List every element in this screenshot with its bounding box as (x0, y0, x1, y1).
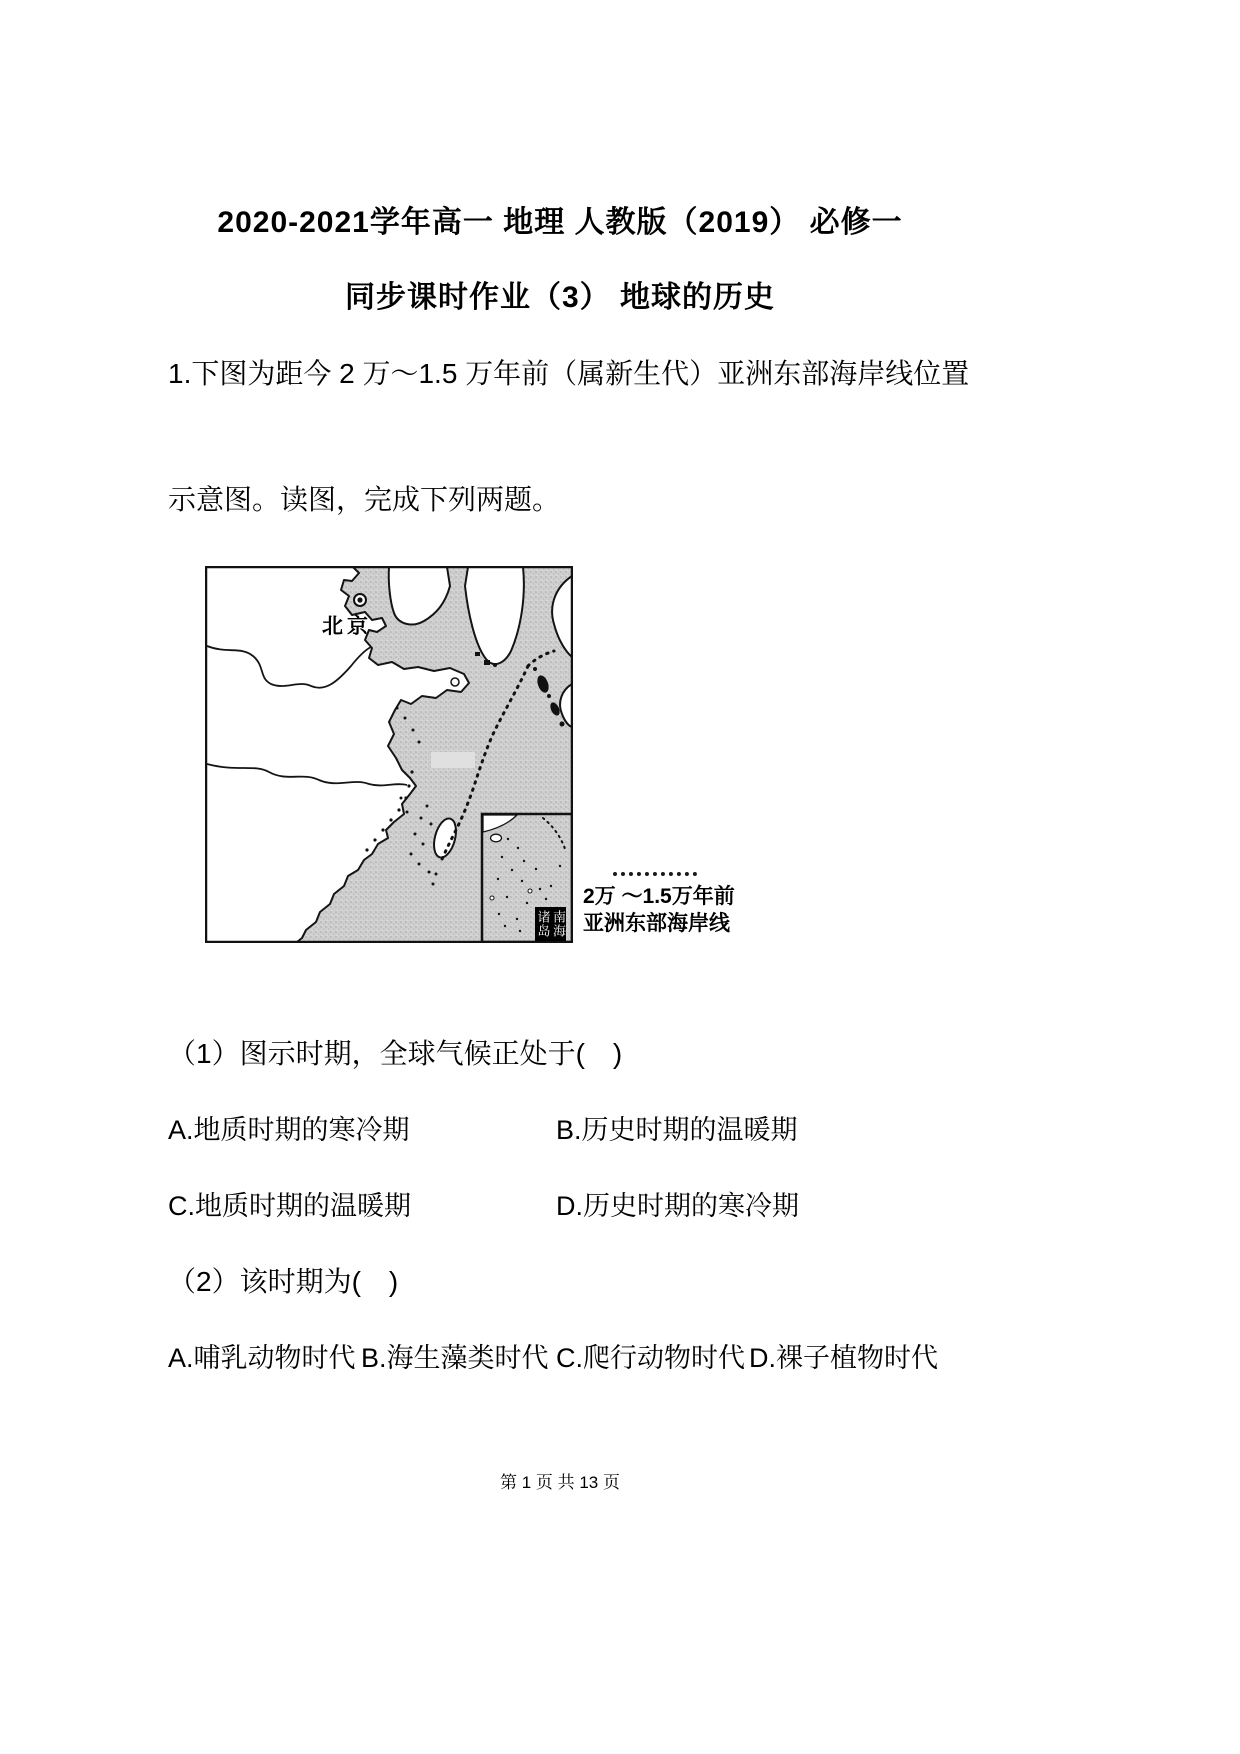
question1-intro-line2: 示意图。读图，完成下列两题。 (168, 484, 561, 515)
page-number-footer: 第 1 页 共 13 页 (500, 1473, 620, 1492)
beijing-marker-icon (354, 594, 366, 606)
option-1a: A.地质时期的寒冷期 (168, 1115, 410, 1145)
map-legend (583, 872, 773, 937)
legend-line1: 2万 ～1.5万年前 (583, 885, 735, 908)
inset-label: 南海诸岛 (535, 907, 566, 941)
sub-question-1-prompt: （1）图示时期，全球气候正处于( ) (168, 1038, 623, 1069)
islet (451, 678, 459, 686)
legend-line2: 亚洲东部海岸线 (583, 912, 730, 935)
option-1b: B.历史时期的温暖期 (556, 1115, 798, 1145)
legend-dotted-line-icon (613, 872, 697, 876)
options-row-3 (168, 1336, 988, 1376)
doc-title-line1: 2020-2021学年高一 地理 人教版（2019） 必修一 (217, 206, 903, 239)
coastline-map-figure (205, 566, 573, 943)
question1-intro-line1: 1.下图为距今 2 万～1.5 万年前（属新生代）亚洲东部海岸线位置 (168, 358, 970, 389)
option-2d: D.裸子植物时代 (749, 1343, 938, 1373)
option-1d: D.历史时期的寒冷期 (556, 1191, 799, 1221)
shallow-patch (431, 752, 475, 768)
option-2b: B.海生藻类时代 (361, 1343, 549, 1373)
beijing-label: 北京 (322, 615, 372, 638)
options-row-1 (168, 1108, 988, 1148)
coastline-map (205, 566, 573, 943)
doc-title-line2: 同步课时作业（3） 地球的历史 (344, 281, 776, 314)
option-2c: C.爬行动物时代 (556, 1343, 745, 1373)
option-1c: C.地质时期的温暖期 (168, 1191, 411, 1221)
sub-question-2-prompt: （2）该时期为( ) (168, 1266, 399, 1297)
option-2a: A.哺乳动物时代 (168, 1343, 356, 1373)
options-row-2 (168, 1184, 988, 1224)
